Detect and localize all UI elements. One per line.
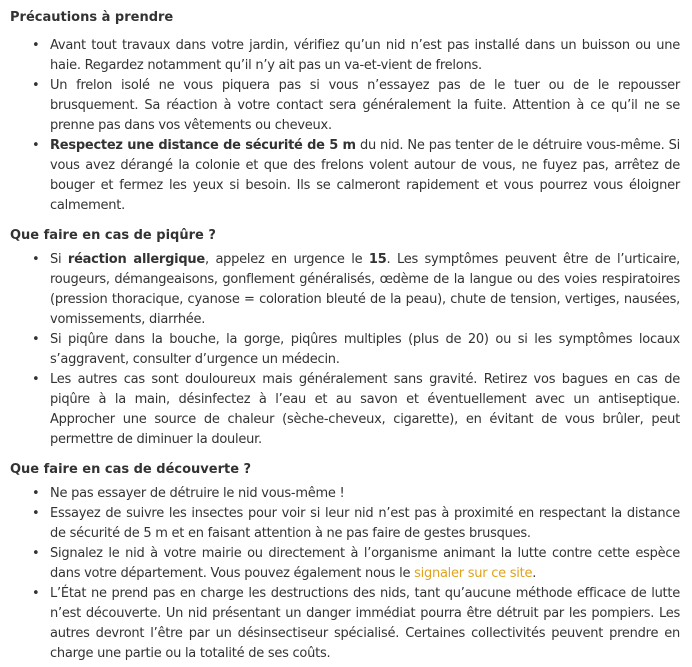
list-item-text: Essayez de suivre les insectes pour voir si leur nid n’est pas à proximité en respectant la distance de sécurité de 5 m et en faisant attention à ne pas faire de gestes brusques. — [50, 506, 680, 541]
list-item-emphasis: réaction allergique — [67, 252, 205, 267]
list-item — [10, 36, 682, 76]
list-item-text: Si piqûre dans la bouche, la gorge, piqûres multiples (plus de 20) ou si les symptômes locaux s’aggravent, consulter d’urgence un médecin. — [50, 332, 680, 367]
list-item — [10, 544, 682, 584]
section-heading-piqure: Que faire en cas de piqûre ? — [10, 228, 216, 243]
list-item-text: . Les symptômes peuvent être de l’urticaire, rougeurs, démangeaisons, gonflement généralisés, œdème de la langue ou des voies respiratoires (pression thoracique, cyanose = coloration bleuté de la peau), chute de tension, vertiges, nausées, vomissements, diarrhée. — [50, 252, 680, 327]
list-item-text: Signalez le nid à votre mairie ou directement à l’organisme animant la lutte contre cette espèce dans votre département. Vous pouvez également nous le — [50, 546, 680, 581]
list-item — [10, 584, 682, 664]
list-item-text: Un frelon isolé ne vous piquera pas si vous n’essayez pas de le tuer ou de le repousser brusquement. Sa réaction à votre contact sera généralement la fuite. Attention à ce qu’il ne se prenne pas dans vos vêtements ou cheveux. — [50, 78, 680, 133]
list-item — [10, 504, 682, 544]
list-item-text: , appelez en urgence le — [205, 252, 369, 267]
list-item-text: . — [532, 566, 537, 581]
list-item — [10, 250, 682, 330]
list-item-text: Ne pas essayer de détruire le nid vous-même ! — [50, 486, 345, 501]
list-item — [10, 136, 682, 216]
section-heading-precautions: Précautions à prendre — [10, 10, 174, 25]
list-item-text: Avant tout travaux dans votre jardin, vérifiez qu’un nid n’est pas installé dans un buisson ou une haie. Regardez notamment qu’il n’y ait pas un va-et-vient de frelons. — [50, 38, 680, 73]
list-item-emphasis: Respectez une distance de sécurité de 5 m — [50, 138, 356, 153]
list-item-text: du nid. Ne pas tenter de le détruire vous-même. Si vous avez dérangé la colonie et que des frelons volent autour de vous, ne fuyez pas, arrêtez de bouger et fermez les yeux si besoin. Ils se calmeront rapidement et vous pourrez vous éloigner calmement. — [50, 138, 681, 213]
precautions-list — [10, 36, 682, 216]
list-item-text: Les autres cas sont douloureux mais généralement sans gravité. Retirez vos bagues en cas de piqûre à la main, désinfectez à l’eau et au savon et éventuellement avec un antiseptique. Approcher une source de chaleur (sèche-cheveux, cigarette), en évitant de vous brûler, peut permettre de diminuer la douleur. — [50, 372, 680, 447]
piqure-list — [10, 250, 682, 450]
list-item — [10, 370, 682, 450]
section-precautions — [10, 8, 682, 216]
list-item-text: L’État ne prend pas en charge les destructions des nids, tant qu’aucune méthode efficace de lutte n’est découverte. Un nid présentant un danger immédiat pourra être détruit par les pompiers. Les autres devront l’être par un désinsectiseur spécialisé. Certaines collectivités peuvent prendre en charge une partie ou la totalité de ses coûts. — [50, 586, 680, 661]
list-item — [10, 330, 682, 370]
section-piqure — [10, 226, 682, 450]
section-heading-decouverte: Que faire en cas de découverte ? — [10, 462, 252, 477]
decouverte-list — [10, 484, 682, 664]
report-nest-link[interactable]: signaler sur ce site — [414, 566, 533, 581]
emergency-number: 15 — [368, 252, 387, 267]
list-item — [10, 484, 682, 504]
section-decouverte — [10, 460, 682, 664]
list-item — [10, 76, 682, 136]
list-item-text: Si — [50, 252, 68, 267]
